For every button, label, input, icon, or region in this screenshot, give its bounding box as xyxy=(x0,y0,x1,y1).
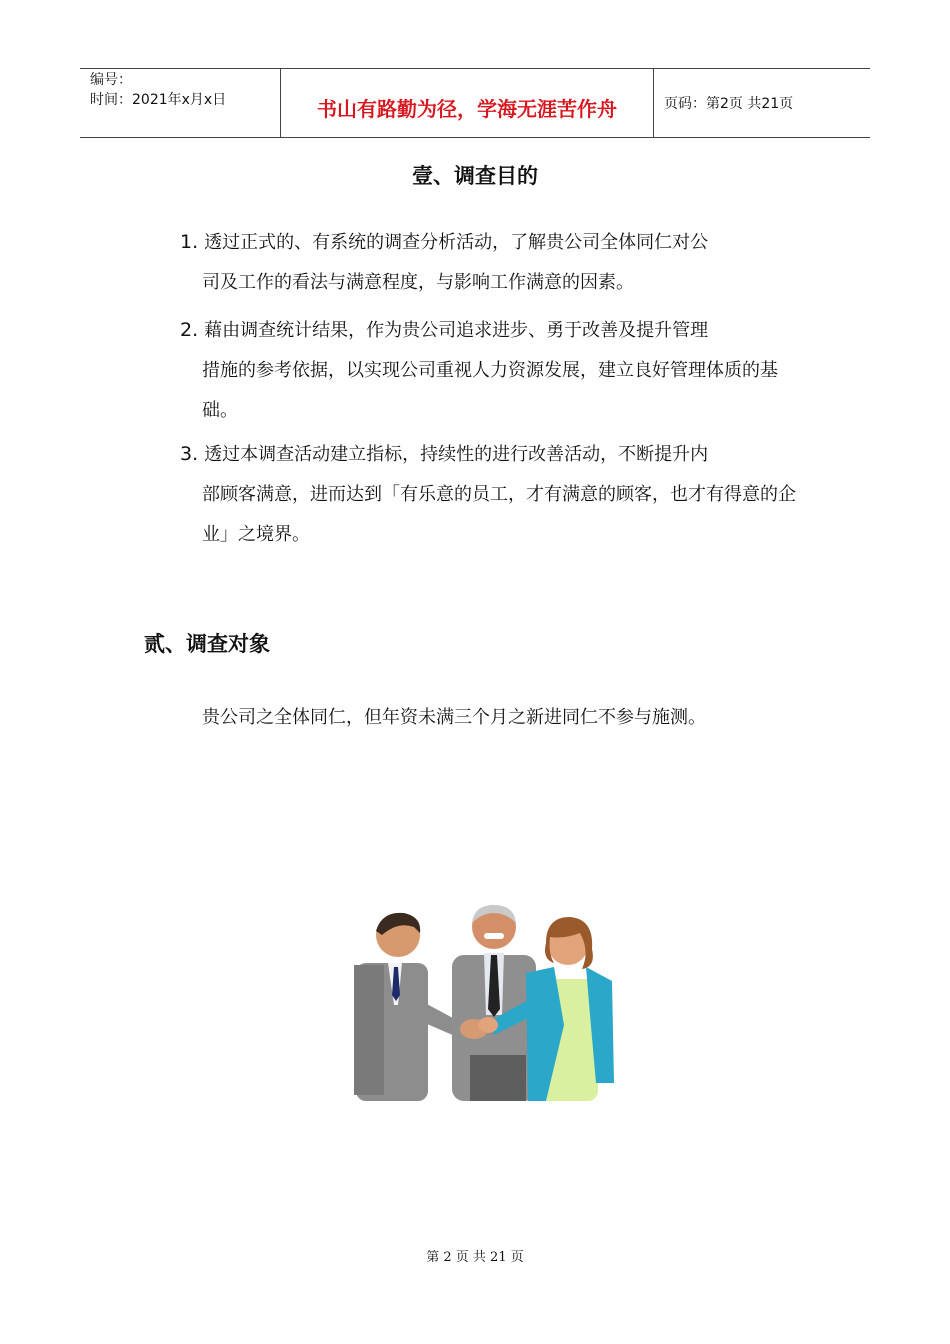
item-text-continued: 司及工作的看法与满意程度，与影响工作满意的因素。 xyxy=(202,272,634,293)
list-item xyxy=(180,310,810,431)
item-text-continued: 部顾客满意，进而达到「有乐意的员工，才有满意的顾客，也才有得意的企业」之境界。 xyxy=(202,484,796,545)
item-text: 透过正式的、有系统的调查分析活动，了解贵公司全体同仁对公 xyxy=(204,232,709,253)
page-footer: 第 2 页 共 21 页 xyxy=(426,1250,524,1265)
item-text: 透过本调查活动建立指标，持续性的进行改善活动，不断提升内 xyxy=(204,444,709,465)
item-text: 藉由调查统计结果，作为贵公司追求进步、勇于改善及提升管理 xyxy=(204,320,709,341)
item-text-continued: 措施的参考依据，以实现公司重视人力资源发展，建立良好管理体质的基础。 xyxy=(202,360,778,421)
section2-title: 贰、调查对象 xyxy=(144,632,270,656)
list-item xyxy=(180,434,810,555)
list-item xyxy=(180,222,820,303)
section1-title: 壹、调查目的 xyxy=(412,164,538,188)
number-label: 编号： xyxy=(90,72,132,88)
item-number: 1. xyxy=(180,231,199,253)
header-motto-cell xyxy=(281,69,654,137)
header-meta-cell xyxy=(80,69,281,137)
document-header xyxy=(80,68,870,138)
handshake-people-illustration xyxy=(350,905,620,1105)
page-label: 页码：第2页 共21页 xyxy=(664,96,794,112)
left-man-figure xyxy=(354,913,466,1101)
item-number: 3. xyxy=(180,443,199,465)
motto: 书山有路勤为径，学海无涯苦作舟 xyxy=(317,97,617,121)
section2-paragraph: 贵公司之全体同仁，但年资未满三个月之新进同仁不参与施测。 xyxy=(202,707,706,728)
header-page-cell xyxy=(654,69,870,137)
item-number: 2. xyxy=(180,319,199,341)
date-label: 时间：2021年x月x日 xyxy=(90,92,227,108)
